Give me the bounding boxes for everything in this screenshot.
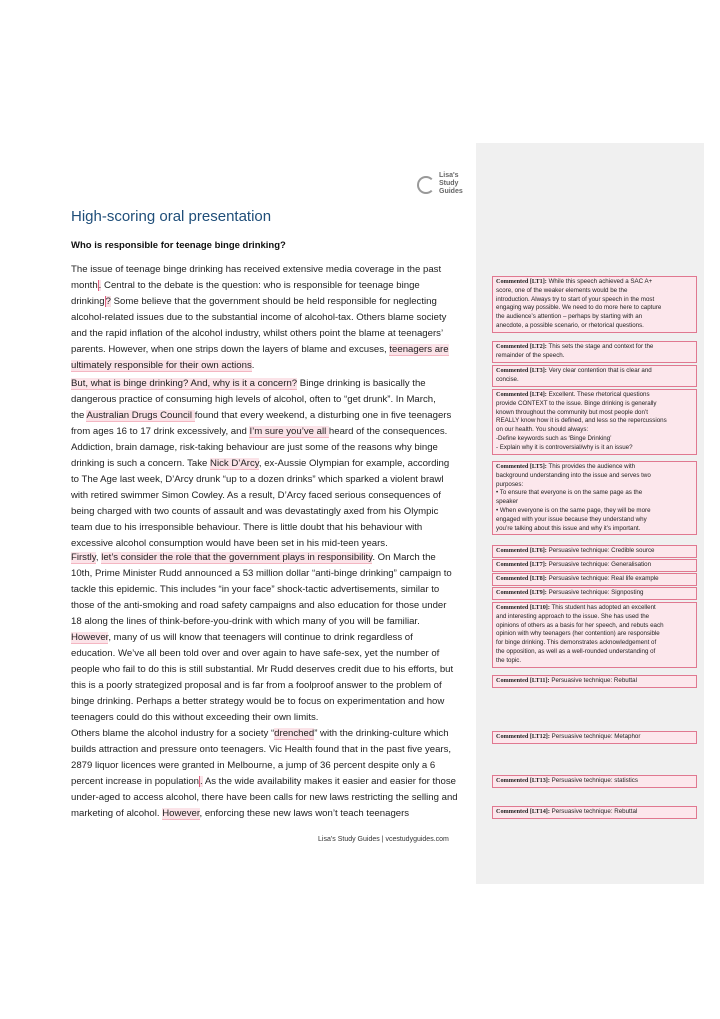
text-run: dangerous practice of consuming high levels of alcohol, often to “get drunk”. In March, — [71, 394, 436, 405]
comment-line — [496, 613, 693, 622]
comment-line — [496, 376, 693, 385]
commented-text[interactable]: Australian Drugs Council — [86, 410, 195, 421]
text-run: parents. However, when one strips down the layers of blame and excuses, — [71, 344, 390, 355]
text-line — [71, 424, 471, 440]
text-run: education. We’ve all been told over and over again to have safe-sex, yet the number of — [71, 648, 440, 659]
comment-text: Very clear contention that is clear and — [548, 367, 652, 374]
comment-text: you’re talking about this issue and why it’s important. — [496, 524, 641, 532]
text-run: The issue of teenage binge drinking has received extensive media coverage in the past — [71, 264, 442, 275]
comment-lt7[interactable] — [492, 559, 697, 572]
document-question: Who is responsible for teenage binge drinking? — [71, 240, 286, 251]
comment-text: - Explain why it is controversial/why is it an issue? — [496, 443, 633, 451]
logo-mark-icon — [417, 176, 435, 194]
comment-text: -Define keywords such as ‘Binge Drinking’ — [496, 434, 612, 442]
text-line — [71, 550, 471, 566]
comment-label: Commented [LT1]: — [496, 278, 547, 285]
comment-line — [496, 733, 693, 742]
text-run: those of the anti-smoking and road safety campaigns and also education for those under — [71, 600, 447, 611]
comment-line — [496, 481, 693, 490]
comment-text: anecdote, a possible scenario, or rhetorical questions. — [496, 321, 644, 329]
text-run: binge drinking. Perhaps a better strategy would be to focus on experimentation and how — [71, 696, 445, 707]
comment-line — [496, 561, 693, 570]
comment-label: Commented [LT8]: — [496, 575, 547, 582]
comment-line — [496, 472, 693, 481]
commented-text[interactable]: Nick D’Arcy — [210, 458, 259, 469]
comment-line — [496, 391, 693, 400]
text-line — [71, 630, 471, 646]
comment-text: Persuasive technique: statistics — [551, 777, 638, 784]
comment-lt6[interactable] — [492, 545, 697, 558]
text-run: found that every weekend, a disturbing one in five teenagers — [194, 410, 452, 421]
comment-anchor[interactable]: . — [98, 280, 102, 291]
text-run: alcohol-related issues due to the substantial income of alcohol-tax. Others blame society — [71, 312, 447, 323]
comment-line — [496, 287, 693, 296]
comment-text: Persuasive technique: Real life example — [548, 575, 659, 582]
text-line — [71, 694, 471, 710]
text-line — [71, 758, 471, 774]
comment-label: Commented [LT3]: — [496, 367, 547, 374]
comment-lt12[interactable] — [492, 731, 697, 744]
comment-text: the topic. — [496, 656, 522, 664]
text-run: with retired swimmer Simon Cowley. As a result, D’Arcy faced serious consequences of — [71, 490, 441, 501]
comment-lt3[interactable] — [492, 365, 697, 387]
comment-text: remainder of the speech. — [496, 351, 565, 359]
text-line — [71, 646, 471, 662]
text-line — [71, 358, 471, 374]
comment-text: • To ensure that everyone is on the same page as the — [496, 489, 643, 497]
comment-text: This sets the stage and context for the — [548, 343, 654, 350]
comment-text: engaged with your issue because they understand why — [496, 515, 647, 523]
comment-line — [496, 589, 693, 598]
comment-line — [496, 677, 693, 686]
text-line — [71, 488, 471, 504]
comment-line — [496, 808, 693, 817]
comment-label: Commented [LT4]: — [496, 391, 547, 398]
text-run: teenagers could do this without exceeding their own limits. — [71, 712, 319, 723]
comment-line — [496, 777, 693, 786]
text-run: Central to the debate is the question: who is responsible for teenage binge — [101, 280, 420, 291]
text-line — [71, 662, 471, 678]
text-run: under-aged to access alcohol, there have been calls for new laws restricting the selling and — [71, 792, 458, 803]
text-run: Binge drinking is basically the — [297, 378, 426, 389]
comment-anchor[interactable]: . — [200, 776, 203, 787]
comment-text: and interesting approach to the issue. She has used the — [496, 612, 650, 620]
commented-text[interactable]: Firstly — [71, 552, 96, 563]
comment-text: the audience’s attention – perhaps by starting with an — [496, 313, 643, 321]
comment-text: Persuasive technique: Generalisation — [548, 561, 652, 568]
text-line — [71, 456, 471, 472]
comment-text: purposes: — [496, 480, 524, 488]
text-run: Others blame the alcohol industry for a society “ — [71, 728, 275, 739]
comment-text: • When everyone is on the same page, they will be more — [496, 506, 651, 514]
comment-text: on our health. You should always: — [496, 426, 589, 434]
text-run: marketing of alcohol. — [71, 808, 163, 819]
comment-line — [496, 322, 693, 331]
comment-line — [496, 639, 693, 648]
text-line — [71, 710, 471, 726]
comment-text: introduction. Always try to start of your speech in the most — [496, 295, 655, 303]
comment-label: Commented [LT9]: — [496, 589, 547, 596]
comment-line — [496, 313, 693, 322]
text-line — [71, 614, 471, 630]
text-line — [71, 806, 471, 822]
comment-text: Persuasive technique: Credible source — [548, 547, 655, 554]
logo-text-line: Lisa's — [439, 172, 459, 179]
comment-text: known throughout the community but most people don’t — [496, 408, 649, 416]
comment-line — [496, 547, 693, 556]
comment-text: concise. — [496, 375, 519, 383]
comment-text: Persuasive technique: Rebuttal — [551, 808, 638, 815]
text-run: 2879 liquor licences were granted in Melbourne, a jump of 36 percent despite only a 6 — [71, 760, 436, 771]
comment-line — [496, 498, 693, 507]
text-run: 10th, Prime Minister Rudd announced a 53 million dollar “anti-binge drinking” campaign to — [71, 568, 452, 579]
text-run: drinking is such a concern. Take — [71, 458, 211, 469]
lisas-study-guides-logo — [415, 172, 475, 202]
comment-label: Commented [LT12]: — [496, 733, 550, 740]
comment-label: Commented [LT13]: — [496, 777, 550, 784]
text-line — [71, 310, 471, 326]
comment-line — [496, 296, 693, 305]
text-run: this is a poorly strategized proposal and is far from a foolproof answer to the problem of — [71, 680, 442, 691]
comment-label: Commented [LT2]: — [496, 343, 547, 350]
text-line — [71, 376, 471, 392]
comment-lt9[interactable] — [492, 587, 697, 600]
comment-text: Persuasive technique: Signposting — [548, 589, 644, 596]
text-run: 18 along the lines of think-before-you-drink with which many of you will be familiar. — [71, 616, 420, 627]
comment-label: Commented [LT7]: — [496, 561, 547, 568]
comment-lt8[interactable] — [492, 573, 697, 586]
text-run: team due to his irresponsible behaviour. There is little doubt that his behaviour with — [71, 522, 423, 533]
comment-line — [496, 575, 693, 584]
comment-text: opinions of others as a basis for her speech, and rebuts each — [496, 621, 664, 629]
comment-line — [496, 435, 693, 444]
comment-line — [496, 352, 693, 361]
paragraph-alcohol-industry — [71, 726, 471, 822]
comment-text: This student has adopted an excellent — [551, 604, 656, 611]
comment-lt10[interactable] — [492, 602, 697, 668]
commented-text[interactable]: drenched — [274, 728, 315, 739]
comment-text: provide CONTEXT to the issue. Binge drinking is generally — [496, 399, 657, 407]
text-run: to The Age last week, D’Arcy drunk “up to a dozen drinks” which sparked a violent brawl — [71, 474, 444, 485]
text-run: Addiction, brain damage, risk-taking behaviour are just some of the reasons why binge — [71, 442, 438, 453]
comment-line — [496, 444, 693, 453]
text-line — [71, 294, 471, 310]
comment-lt11[interactable] — [492, 675, 697, 688]
text-line — [71, 726, 471, 742]
text-line — [71, 742, 471, 758]
comment-text: speaker — [496, 498, 519, 506]
text-run: being charged with two counts of assault and was devastatingly axed from his Olympic — [71, 506, 439, 517]
comment-line — [496, 278, 693, 287]
text-line — [71, 520, 471, 536]
commented-text[interactable]: teenagers are — [389, 344, 449, 355]
comment-label: Commented [LT6]: — [496, 547, 547, 554]
text-run: , many of us will know that teenagers will continue to drink regardless of — [108, 632, 413, 643]
text-run: the — [71, 410, 87, 421]
comment-line — [496, 367, 693, 376]
logo-text-line: Study — [439, 180, 459, 187]
text-run: people who fail to do this is still substantial. Mr Rudd deserves credit due to his efforts, but — [71, 664, 454, 675]
comment-text: This provides the audience with — [548, 463, 636, 470]
comment-line — [496, 657, 693, 666]
comment-label: Commented [LT5]: — [496, 463, 547, 470]
comment-lt14[interactable] — [492, 806, 697, 819]
comment-lt1[interactable] — [492, 276, 697, 333]
commented-text[interactable]: But, what is binge drinking? And, why is it a concern? — [71, 378, 298, 389]
text-line — [71, 326, 471, 342]
comment-lt2[interactable] — [492, 341, 697, 363]
comment-text: Persuasive technique: Metaphor — [551, 733, 641, 740]
comment-text: for binge drinking. This demonstrates acknowledgement of — [496, 639, 657, 647]
comment-label: Commented [LT11]: — [496, 677, 550, 684]
comment-line — [496, 630, 693, 639]
comment-lt5[interactable] — [492, 461, 697, 535]
document-title: High-scoring oral presentation — [71, 208, 272, 225]
comment-text: opinion with why teenagers (her contention) are responsible — [496, 630, 660, 638]
text-line — [71, 582, 471, 598]
comment-lt4[interactable] — [492, 389, 697, 455]
comment-label: Commented [LT14]: — [496, 808, 550, 815]
comment-line — [496, 409, 693, 418]
paragraph-government — [71, 550, 471, 726]
text-line — [71, 262, 471, 278]
comment-line — [496, 507, 693, 516]
text-run: percent increase in population — [71, 776, 200, 787]
text-run: , ex-Aussie Olympian for example, according — [258, 458, 450, 469]
commented-text[interactable]: ultimately responsible for their own actions — [71, 360, 252, 371]
commented-text[interactable]: I’m sure you’ve all — [249, 426, 329, 437]
text-line — [71, 774, 471, 790]
text-run: . On March the — [372, 552, 436, 563]
comment-label: Commented [LT10]: — [496, 604, 550, 611]
commented-text[interactable]: However — [71, 632, 109, 643]
comment-anchor[interactable]: ? — [105, 296, 111, 307]
text-run: drinking — [71, 296, 105, 307]
commented-text[interactable]: However — [162, 808, 200, 819]
comment-text: While this speech achieved a SAC A+ — [548, 278, 653, 285]
text-line — [71, 342, 471, 358]
text-line — [71, 504, 471, 520]
comment-text: score, one of the weaker elements would be the — [496, 286, 628, 294]
comment-line — [496, 463, 693, 472]
comment-line — [496, 426, 693, 435]
text-run: . — [251, 360, 255, 371]
text-run: , — [95, 552, 102, 563]
text-line — [71, 678, 471, 694]
comment-line — [496, 648, 693, 657]
text-run: heard of the consequences. — [328, 426, 448, 437]
comment-text: Persuasive technique: Rebuttal — [551, 677, 637, 684]
text-line — [71, 392, 471, 408]
text-line — [71, 472, 471, 488]
text-run: ” with the drinking-culture which — [314, 728, 449, 739]
text-line — [71, 598, 471, 614]
comment-text: engaging way possible. We need to do more here to capture — [496, 304, 662, 312]
text-run: tackle this epidemic. This includes “in your face” shock-tactic advertisements, similar to — [71, 584, 440, 595]
text-line — [71, 440, 471, 456]
comment-text: REALLY know how it is defined, and less so the repercussions — [496, 417, 667, 425]
comment-line — [496, 417, 693, 426]
text-line — [71, 566, 471, 582]
comment-line — [496, 343, 693, 352]
text-run: excessive alcohol consumption would have been set in his mid-teen years. — [71, 538, 388, 549]
page-footer: Lisa’s Study Guides | vcestudyguides.com — [318, 836, 449, 843]
comment-line — [496, 304, 693, 313]
text-run: month — [71, 280, 98, 291]
comment-lt13[interactable] — [492, 775, 697, 788]
comment-line — [496, 400, 693, 409]
text-run: As the wide availability makes it easier and easier for those — [202, 776, 456, 787]
comment-line — [496, 622, 693, 631]
comment-line — [496, 525, 693, 534]
paragraph-context — [71, 376, 471, 552]
text-line — [71, 278, 471, 294]
paragraph-introduction — [71, 262, 471, 374]
text-run: , enforcing these new laws won’t teach teenagers — [199, 808, 410, 819]
comment-line — [496, 604, 693, 613]
comment-line — [496, 516, 693, 525]
text-run: from ages 16 to 17 drink excessively, and — [71, 426, 250, 437]
text-run: Some believe that the government should be held responsible for neglecting — [110, 296, 437, 307]
comment-text: background understanding into the issue and serves two — [496, 471, 651, 479]
logo-text-line: Guides — [439, 188, 463, 195]
text-run: and the rapid inflation of the alcohol industry, whilst others point the blame at teenagers’ — [71, 328, 444, 339]
commented-text[interactable]: let’s consider the role that the government plays in responsibility — [101, 552, 373, 563]
text-line — [71, 790, 471, 806]
text-line — [71, 408, 471, 424]
comment-line — [496, 489, 693, 498]
text-run: builds attraction and pressure onto teenagers. Vic Health found that in the past five years, — [71, 744, 452, 755]
comment-text: the opposition, as well as a well-rounded understanding of — [496, 647, 656, 655]
comment-text: Excellent. These rhetorical questions — [548, 391, 650, 398]
